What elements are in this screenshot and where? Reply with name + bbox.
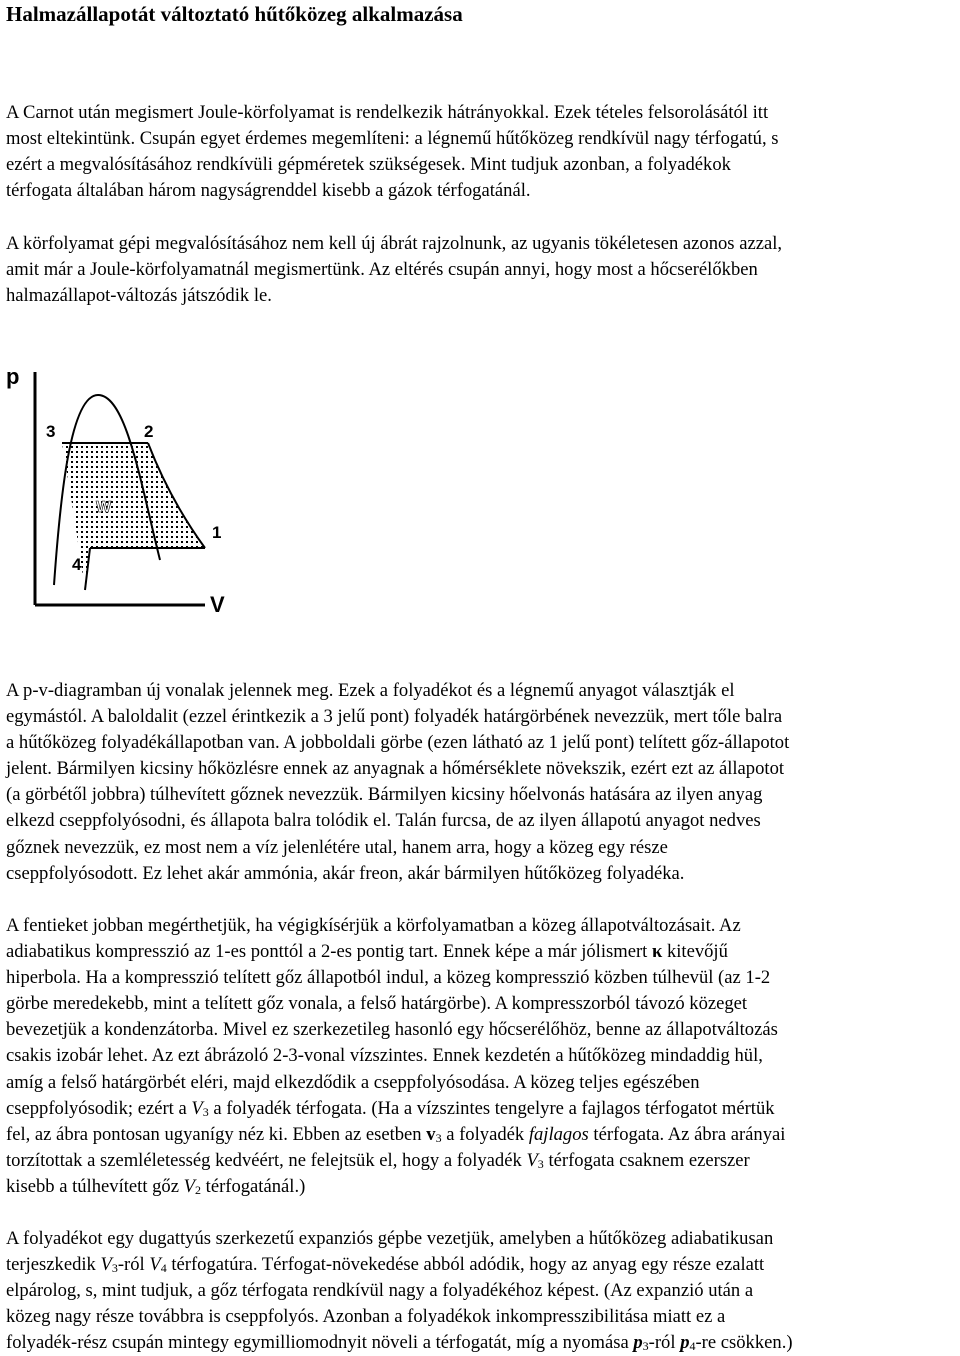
text-line: elpárolog, s, mint tudjuk, a gőz térfogata rendkívül nagy a folyadékéhoz képest. (Az expanzió után a: [6, 1280, 754, 1302]
text-line: görbe meredekebb, mint a telített gőz vonala, a felső határgörbe). A kompresszorból távozó közeget: [6, 993, 748, 1015]
text-line: egymástól. A baloldalit (ezzel érintkezik a 3 jelű pont) folyadék határgörbének nevezzük, mert tőle balra: [6, 706, 783, 728]
text-line: (a görbétől jobbra) túlhevített gőznek nevezzük. Bármilyen kicsiny hőelvonás hatására az ilyen anyag: [6, 784, 763, 806]
page-title: Halmazállapotát változtató hűtőközeg alkalmazása: [6, 2, 463, 26]
text-line: térfogata általában három nagyságrenddel kisebb a gázok térfogatánál.: [6, 180, 531, 202]
text-line: torzítottak a szemléletesség kedvéért, ne felejtsük el, hogy a folyadék $V_3$ térfogata csaknem ezerszer: [6, 1149, 750, 1171]
text-line: adiabatikus kompresszió az 1-es ponttól a 2-es pontig tart. Ennek képe a már jólismert κ kitevőjű: [6, 941, 728, 963]
text-line: csakis izobár lehet. Az ezt ábrázoló 2-3-vonal vízszintes. Ennek kezdetén a hűtőközeg mindaddig hül,: [6, 1045, 763, 1067]
text-line: ezért a megvalósításához rendkívüli gépméretek szükségesek. Mint tudjuk azonban, a folyadékok: [6, 154, 731, 176]
text-line: halmazállapot-változás játszódik le.: [6, 285, 272, 307]
text-line: közeg nagy része továbbra is cseppfolyós. Azonban a folyadékok inkompresszibilitása miatt ez a: [6, 1306, 726, 1328]
text-line: kisebb a túlhevített gőz $V_2$ térfogatánál.): [6, 1175, 306, 1197]
text-line: folyadék-rész csupán mintegy egymilliomodnyit növeli a térfogatát, míg a nyomása $p_3$-ról $p_4-re$ csökken.): [6, 1332, 793, 1354]
text-line: most eltekintünk. Csupán egyet érdemes megemlíteni: a légnemű hűtőközeg rendkívül nagy térfogatú, s: [6, 128, 779, 150]
text-line: cseppfolyósodik; ezért a $V_3$ a folyadék térfogata. (Ha a vízszintes tengelyre a fajlagos térfogatot mértük: [6, 1097, 775, 1119]
paragraph-expansion: [6, 1226, 954, 1356]
text-line: elkezd cseppfolyósodni, és állapota balra tolódik el. Talán furcsa, de az ilyen állapotú anyagot nedves: [6, 810, 761, 832]
text-line: A Carnot után megismert Joule-körfolyamat is rendelkezik hátrányokkal. Ezek tételes felsorolásától itt: [6, 102, 769, 123]
text-line: amíg a felső határgörbét eléri, majd elkezdődik a cseppfolyósodása. A közeg teljes egészében: [6, 1071, 700, 1093]
point-label-1: 1: [212, 523, 222, 542]
pv-diagram-figure: [0, 360, 240, 615]
text-line: A körfolyamat gépi megvalósításához nem kell új ábrát rajzolnunk, az ugyanis tökéletesen azonos azzal,: [6, 233, 783, 254]
axis-label-p: p: [6, 364, 20, 389]
text-line: fel, az ábra pontosan ugyanígy néz ki. Ebben az esetben $v_3$ a folyadék fajlagos térfogata. Az ábra arányai: [6, 1123, 786, 1145]
point-label-4: 4: [72, 555, 82, 574]
text-line: A p-v-diagramban új vonalak jelennek meg. Ezek a folyadékot és a légnemű anyagot választják el: [6, 680, 735, 701]
paragraph-machine: [6, 231, 954, 309]
text-line: bevezetjük a kondenzátorba. Mivel ez szerkezetileg hasonló egy hőcserélőhöz, benne az állapotváltozás: [6, 1019, 778, 1041]
paragraph-cycle-walkthrough: [6, 913, 954, 1200]
text-line: jelent. Bármilyen kicsiny hőközlésre ennek az anyagnak a hőmérséklete növekszik, ezért ezt az állapotot: [6, 758, 785, 780]
point-label-3: 3: [46, 422, 56, 441]
text-line: a hűtőközeg folyadékállapotban van. A jobboldali görbe (ezen látható az 1 jelű pont) telített gőz-állapotot: [6, 732, 790, 754]
text-line: A fentieket jobban megérthetjük, ha végigkísérjük a körfolyamatban a közeg állapotváltozásait. Az: [6, 915, 741, 936]
work-label: W: [96, 499, 112, 516]
text-line: A folyadékot egy dugattyús szerkezetű expanziós gépbe vezetjük, amelyben a hűtőközeg adiabatikusan: [6, 1228, 774, 1249]
text-line: hiperbola. Ha a kompresszió telített gőz állapotból indul, a közeg kompresszió közben túlhevül (az 1-2: [6, 967, 771, 989]
axis-label-v: V: [210, 592, 225, 615]
point-label-2: 2: [144, 422, 154, 441]
paragraph-diagram-explanation: [6, 678, 954, 887]
text-line: amit már a Joule-körfolyamatnál megismertünk. Az eltérés csupán annyi, hogy most a hőcserélőkben: [6, 259, 758, 281]
kappa-symbol: κ: [651, 941, 663, 963]
text-line: gőznek nevezzük, ez most nem a víz jelenlétére utal, hanem arra, hogy a közeg egy része: [6, 836, 668, 858]
text-line: terjeszkedik $V_3$-ról $V_4$ térfogatúra. Térfogat-növekedése abból adódik, hogy az anyag egy része ezalatt: [6, 1254, 765, 1276]
paragraph-intro: [6, 100, 954, 204]
text-line: cseppfolyósodott. Ez lehet akár ammónia, akár freon, akár bármilyen hűtőközeg folyadéka.: [6, 862, 685, 884]
